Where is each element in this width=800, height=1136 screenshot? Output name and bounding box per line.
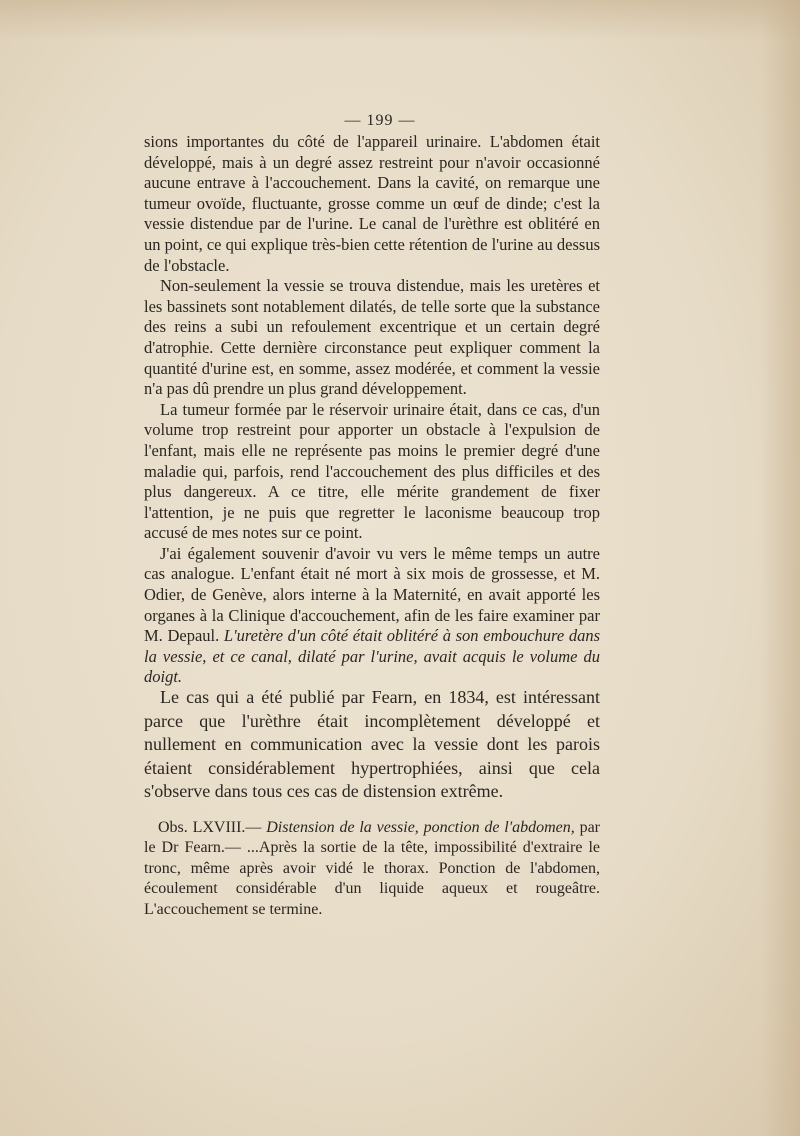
observation-text: par le Dr Fearn.— ...Après la sortie de la tête, impossibilité d'extraire le tronc, même après avoir vidé le thorax. Ponction de l'abdomen, écoulement considérable d'un liquide aqueux et rougeâtre. L'accouchement se termine. [144, 819, 600, 918]
paragraph-2: Non-seulement la vessie se trouva distendue, mais les uretères et les bassinets sont notablement dilatés, de telle sorte que la substance des reins a subi un refoulement excentrique et un certain degré d'atrophie. Cette dernière circonstance peut expliquer comment la quantité d'urine est, en somme, assez modérée, et comment la vessie n'a pas dû prendre un plus grand développement. [144, 276, 600, 399]
paragraph-4-text: J'ai également souvenir d'avoir vu vers le même temps un autre cas analogue. L'enfant était né mort à six mois de grossesse, et M. Odier, de Genève, alors interne à la Maternité, en avait apporté les organes à la Clinique d'accouchement, afin de les faire examiner par M. Depaul. [144, 543, 600, 646]
paragraph-4-italic: L'uretère d'un côté était oblitéré à son embouchure dans la vessie, et ce canal, dilaté par l'urine, avait acquis le volume du doigt. [144, 626, 600, 687]
observation-label: Obs. LXVIII.— [158, 819, 267, 836]
page-number: — 199 — [344, 112, 416, 129]
fearn-case-text [144, 686, 600, 804]
main-text [144, 132, 600, 688]
observation-block [144, 818, 600, 920]
page-shadow-right [760, 0, 800, 1136]
paragraph-5: Le cas qui a été publié par Fearn, en 1834, est intéressant parce que l'urèthre était incomplètement développé et nullement en communication avec la vessie dont les parois étaient considérablement hypertrophiées, ainsi que cela s'observe dans tous ces cas de distension extrême. [144, 687, 600, 802]
paragraph-3: La tumeur formée par le réservoir urinaire était, dans ce cas, d'un volume trop restreint pour apporter un obstacle à l'expulsion de l'enfant, mais elle ne représente pas moins le premier degré d'une maladie qui, parfois, rend l'accouchement des plus difficiles et des plus dangereux. A ce titre, elle mérite grandement de fixer l'attention, je ne puis que regretter le laconisme beaucoup trop accusé de mes notes sur ce point. [144, 399, 600, 543]
page-shadow-top [0, 0, 800, 40]
paragraph-1: sions importantes du côté de l'appareil urinaire. L'abdomen était développé, mais à un degré assez restreint pour n'avoir occasionné aucune entrave à l'accouchement. Dans la cavité, on remarque une tumeur ovoïde, fluctuante, grosse comme un œuf de dinde; c'est la vessie distendue par de l'urine. Le canal de l'urèthre est oblitéré en un point, ce qui explique très-bien cette rétention de l'urine au dessus de l'obstacle. [144, 132, 600, 275]
observation-paragraph [144, 818, 600, 920]
paragraph-4 [144, 544, 600, 688]
observation-title: Distension de la vessie, ponction de l'abdomen, [266, 819, 575, 836]
